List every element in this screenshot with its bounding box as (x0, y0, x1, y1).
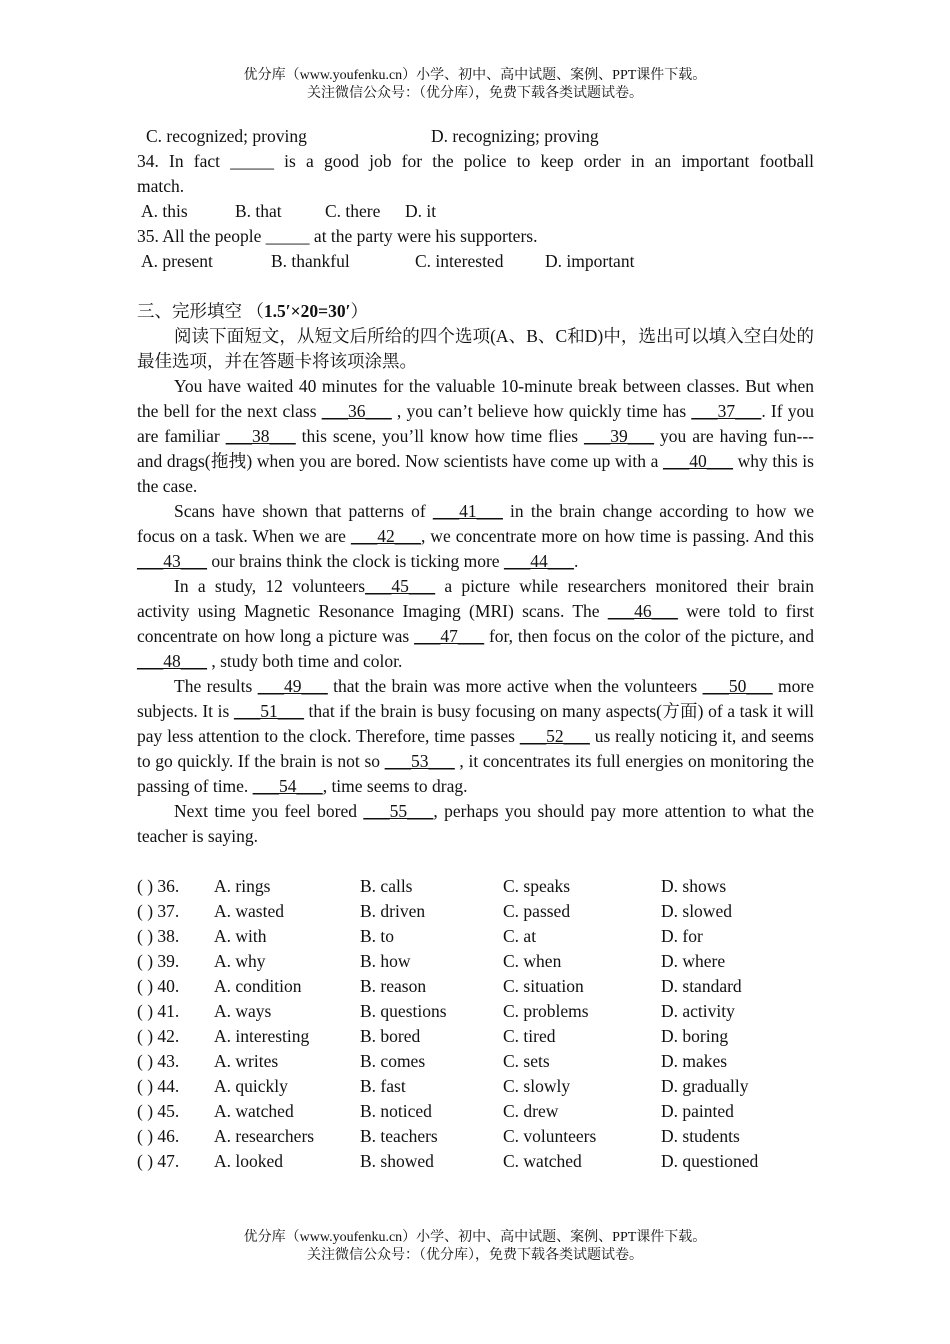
q34-stem-line-2: match. (137, 176, 185, 196)
answer-blank: ___41___ (432, 501, 503, 521)
answer-blank: ___49___ (257, 676, 328, 696)
option-d: D. activity (661, 1001, 735, 1021)
q34-options (137, 199, 814, 224)
exam-content (137, 124, 814, 1174)
passage-text: , perhaps you should pay more attention to what the teacher is saying. (137, 801, 814, 846)
passage-text: in the brain change according to how we focus on a task. When we are (137, 501, 814, 546)
question-number: ( ) 37. (137, 901, 180, 921)
question-number: ( ) 38. (137, 926, 180, 946)
option-d: D. slowed (661, 901, 732, 921)
question-number: ( ) 39. (137, 951, 180, 971)
section-score: 1.5′×20=30′ (263, 301, 351, 321)
answer-blank: ___38___ (225, 426, 296, 446)
option-c: C. when (503, 951, 562, 971)
option-d: D. for (661, 926, 703, 946)
q35-option-b: B. thankful (271, 251, 350, 271)
option-a: A. looked (214, 1151, 284, 1171)
option-d: D. shows (661, 876, 727, 896)
answer-blank: ___47___ (414, 626, 485, 646)
choice-row (137, 1074, 814, 1099)
option-b: B. fast (360, 1076, 406, 1096)
option-b: B. questions (360, 1001, 447, 1021)
answer-blank: ___36___ (321, 401, 392, 421)
answer-blank: ___48___ (137, 651, 207, 671)
option-d: D. painted (661, 1101, 734, 1121)
choice-row (137, 874, 814, 899)
option-a: A. researchers (214, 1126, 315, 1146)
q33-option-d: D. recognizing; proving (431, 126, 599, 146)
passage-paragraph-4 (137, 674, 814, 799)
option-a: A. quickly (214, 1076, 288, 1096)
option-b: B. reason (360, 976, 427, 996)
page-header (0, 67, 950, 103)
passage-text: , time seems to drag. (322, 776, 468, 796)
q35-option-a: A. present (141, 251, 213, 271)
option-d: D. students (661, 1126, 740, 1146)
question-number: ( ) 45. (137, 1101, 180, 1121)
choice-row (137, 949, 814, 974)
option-c: C. slowly (503, 1076, 571, 1096)
answer-blank: ___43___ (137, 551, 207, 571)
passage-text: , you can’t believe how quickly time has (391, 401, 692, 421)
footer-line-1: 优分库（www.youfenku.cn）小学、初中、高中试题、案例、PPT课件下载。 (243, 1230, 707, 1245)
q33-options (137, 124, 814, 149)
passage-text: us really noticing it, and seems to go quickly. If the brain is not so (137, 726, 814, 771)
question-number: ( ) 46. (137, 1126, 180, 1146)
passage-text: a picture while researchers monitored their brain activity using Magnetic Resonance Imaging (MRI) scans. The (137, 576, 814, 621)
question-number: ( ) 42. (137, 1026, 180, 1046)
choice-row (137, 1124, 814, 1149)
option-a: A. writes (214, 1051, 279, 1071)
option-d: D. questioned (661, 1151, 759, 1171)
passage-text: for, then focus on the color of the picture, and (484, 626, 814, 646)
question-number: ( ) 43. (137, 1051, 180, 1071)
question-number: ( ) 41. (137, 1001, 180, 1021)
passage-paragraph-3 (137, 574, 814, 674)
option-a: A. interesting (214, 1026, 310, 1046)
q35-option-c: C. interested (415, 251, 504, 271)
option-c: C. drew (503, 1101, 559, 1121)
option-d: D. gradually (661, 1076, 749, 1096)
option-c: C. tired (503, 1026, 556, 1046)
option-b: B. noticed (360, 1101, 432, 1121)
answer-blank: ___37___ (691, 401, 762, 421)
passage-text: . (573, 551, 579, 571)
question-number: ( ) 36. (137, 876, 180, 896)
choice-row (137, 974, 814, 999)
option-c: C. at (503, 926, 537, 946)
question-number: ( ) 47. (137, 1151, 180, 1171)
option-a: A. why (214, 951, 266, 971)
choice-row (137, 1149, 814, 1174)
passage-text: In a study, 12 volunteers (174, 576, 366, 596)
answer-blank: ___54___ (252, 776, 323, 796)
choices-table (137, 874, 814, 1174)
answer-blank: ___39___ (584, 426, 655, 446)
option-c: C. problems (503, 1001, 589, 1021)
answer-blank: ___40___ (663, 451, 733, 471)
option-b: B. driven (360, 901, 426, 921)
option-b: B. comes (360, 1051, 426, 1071)
passage-text: , study both time and color. (207, 651, 403, 671)
option-c: C. sets (503, 1051, 550, 1071)
answer-blank: ___44___ (503, 551, 574, 571)
passage-text: that if the brain is busy focusing on many aspects(方面) of a task it will pay less attention to the clock. Therefore, time passes (137, 701, 814, 746)
option-c: C. speaks (503, 876, 571, 896)
option-d: D. boring (661, 1026, 729, 1046)
passage-paragraph-5 (137, 799, 814, 849)
option-b: B. showed (360, 1151, 434, 1171)
choice-row (137, 999, 814, 1024)
answer-blank: ___55___ (363, 801, 434, 821)
answer-blank: ___45___ (365, 576, 436, 596)
choice-row (137, 1049, 814, 1074)
passage-paragraph-1 (137, 374, 814, 499)
option-a: A. condition (214, 976, 302, 996)
passage-text: The results (174, 676, 258, 696)
q34-stem-line-1: 34. In fact _____ is a good job for the police to keep order in an important football (137, 151, 814, 171)
option-a: A. with (214, 926, 267, 946)
answer-blank: ___50___ (702, 676, 773, 696)
section-instruction: 阅读下面短文，从短文后所给的四个选项(A、B、C和D)中，选出可以填入空白处的最佳选项，并在答题卡将该项涂黑。 (137, 326, 814, 371)
header-line-2: 关注微信公众号：（优分库），免费下载各类试题试卷。 (307, 86, 643, 101)
q34-option-c: C. there (325, 201, 381, 221)
option-b: B. bored (360, 1026, 421, 1046)
spacer (137, 849, 814, 874)
option-c: C. situation (503, 976, 584, 996)
passage-text: were told to first concentrate on how long a picture was (137, 601, 814, 646)
answer-blank: ___42___ (350, 526, 421, 546)
section-title: 三、完形填空 （1.5′×20=30′） (137, 301, 369, 321)
answer-blank: ___53___ (384, 751, 455, 771)
passage-text: Next time you feel bored (174, 801, 364, 821)
answer-blank: ___46___ (607, 601, 678, 621)
passage-text: Scans have shown that patterns of (174, 501, 433, 521)
q34-option-d: D. it (405, 201, 437, 221)
passage-text: our brains think the clock is ticking more (207, 551, 504, 571)
passage-text: why this is the case. (137, 451, 814, 496)
option-b: B. teachers (360, 1126, 438, 1146)
passage-text: . If you are familiar (137, 401, 814, 446)
answer-blank: ___52___ (519, 726, 590, 746)
passage-text: , we concentrate more on how time is passing. And this (420, 526, 814, 546)
passage-text: , it concentrates its full energies on monitoring the passing of time. (137, 751, 814, 796)
option-a: A. wasted (214, 901, 284, 921)
q34-option-a: A. this (141, 201, 188, 221)
q35-options (137, 249, 814, 274)
choice-row (137, 924, 814, 949)
passage-text: more subjects. It is (137, 676, 814, 721)
option-b: B. how (360, 951, 411, 971)
q34-option-b: B. that (235, 201, 282, 221)
option-b: B. calls (360, 876, 413, 896)
option-a: A. rings (214, 876, 271, 896)
q35-stem: 35. All the people _____ at the party were his supporters. (137, 226, 538, 246)
footer-line-2: 关注微信公众号：（优分库），免费下载各类试题试卷。 (307, 1248, 643, 1263)
spacer (137, 274, 814, 299)
page-footer (0, 1229, 950, 1265)
choice-row (137, 899, 814, 924)
option-d: D. makes (661, 1051, 728, 1071)
option-a: A. ways (214, 1001, 272, 1021)
option-c: C. watched (503, 1151, 582, 1171)
passage-paragraph-2 (137, 499, 814, 574)
choice-row (137, 1099, 814, 1124)
q33-option-c: C. recognized; proving (146, 126, 307, 146)
option-d: D. where (661, 951, 726, 971)
option-c: C. passed (503, 901, 571, 921)
option-a: A. watched (214, 1101, 294, 1121)
choice-row (137, 1024, 814, 1049)
answer-blank: ___51___ (233, 701, 304, 721)
question-number: ( ) 44. (137, 1076, 180, 1096)
option-d: D. standard (661, 976, 742, 996)
passage-text: that the brain was more active when the volunteers (327, 676, 703, 696)
q35-option-d: D. important (545, 251, 635, 271)
question-number: ( ) 40. (137, 976, 180, 996)
passage-text: You have waited 40 minutes for the valuable 10-minute break between classes. But when the bell for the next class (137, 376, 814, 421)
option-c: C. volunteers (503, 1126, 597, 1146)
header-line-1: 优分库（www.youfenku.cn）小学、初中、高中试题、案例、PPT课件下载。 (243, 68, 707, 83)
passage-text: this scene, you’ll know how time flies (295, 426, 585, 446)
passage-text: you are having fun---and drags(拖拽) when you are bored. Now scientists have come up with a (137, 426, 814, 471)
option-b: B. to (360, 926, 395, 946)
